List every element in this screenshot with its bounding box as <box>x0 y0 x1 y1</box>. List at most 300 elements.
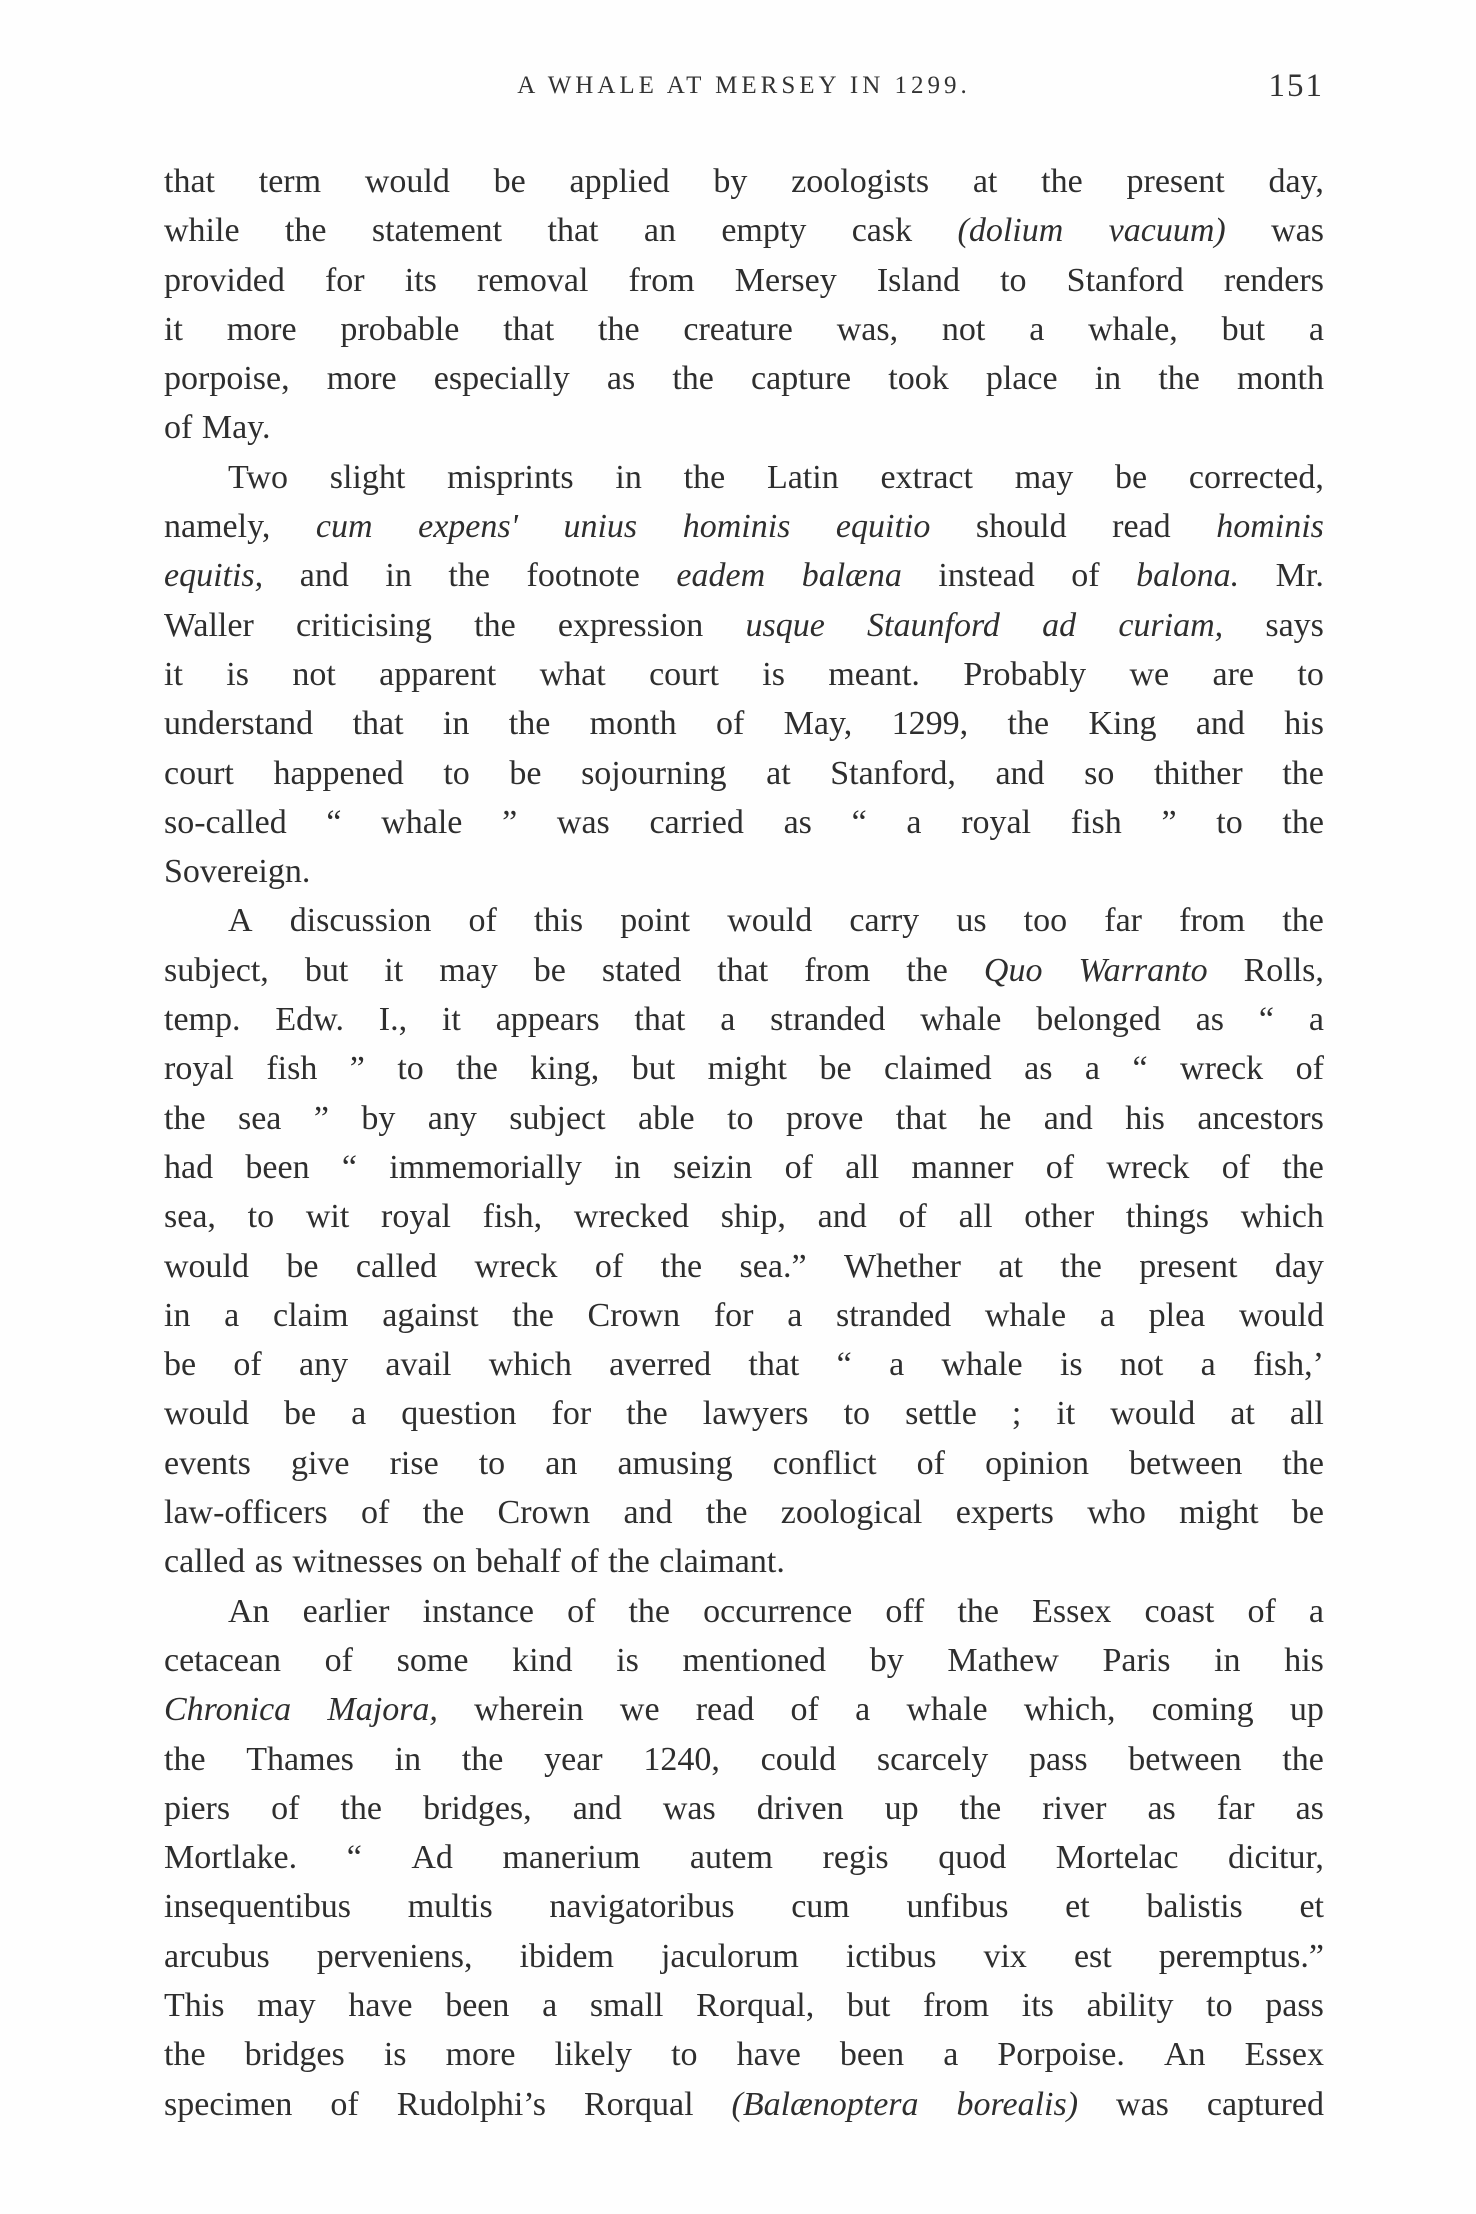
word: that <box>895 1099 947 1137</box>
word: from <box>1179 902 1246 940</box>
word: and <box>995 754 1045 792</box>
text-line <box>164 206 1324 255</box>
word: small <box>589 1986 664 2024</box>
word: fish,’ <box>1253 1346 1324 1384</box>
word: so-called <box>164 803 287 841</box>
word: unfibus <box>906 1888 1009 1926</box>
word: manner <box>911 1148 1014 1186</box>
word: quod <box>938 1839 1007 1877</box>
word: to <box>397 1050 424 1088</box>
word: any <box>299 1346 349 1384</box>
word: navigatoribus <box>549 1888 735 1926</box>
word: expression <box>557 606 704 644</box>
word: able <box>638 1099 695 1137</box>
text-line <box>164 1242 1324 1291</box>
word: fish <box>266 1050 318 1088</box>
word: says <box>1265 606 1324 644</box>
word: would <box>364 163 450 200</box>
word: of <box>916 1444 945 1482</box>
text-line <box>164 995 1324 1044</box>
word: amusing <box>617 1444 733 1482</box>
word: while <box>164 212 240 250</box>
word: empty <box>721 212 807 250</box>
word: et <box>1065 1888 1090 1926</box>
word: This <box>164 1986 225 2024</box>
word: A <box>228 902 253 940</box>
word: up <box>1289 1691 1324 1729</box>
word: the <box>906 951 948 989</box>
word: An <box>228 1592 270 1630</box>
word: we <box>1129 655 1170 693</box>
word: et <box>1299 1888 1324 1926</box>
word: a <box>1308 1001 1324 1039</box>
text-line <box>164 453 1324 502</box>
text-line <box>164 2080 1324 2129</box>
word: of <box>233 1346 262 1384</box>
text-line <box>164 2030 1324 2079</box>
text-line <box>164 1291 1324 1340</box>
word: removal <box>477 261 589 299</box>
word: footnote <box>526 557 640 595</box>
word: what <box>539 655 606 693</box>
word: peremptus.” <box>1158 1937 1324 1975</box>
word: captured <box>1206 2085 1324 2123</box>
word: Edw. <box>275 1001 344 1039</box>
word: might <box>1179 1494 1259 1532</box>
word: off <box>885 1592 925 1630</box>
word: settle <box>905 1395 977 1433</box>
word: bridges <box>244 2036 345 2074</box>
word: Whether <box>843 1247 961 1285</box>
word: not <box>941 310 986 348</box>
word: other <box>1024 1198 1095 1236</box>
word: earlier <box>302 1592 390 1630</box>
word: whale <box>920 1001 1002 1039</box>
word: of <box>1247 1592 1276 1630</box>
word: from <box>628 261 695 299</box>
text-line <box>164 798 1324 847</box>
word: witnesses <box>292 1543 423 1581</box>
word: but <box>304 951 349 989</box>
word: the <box>284 212 327 250</box>
word: lawyers <box>702 1395 809 1433</box>
italic-word: Majora, <box>327 1691 438 1729</box>
italic-word: Chronica <box>164 1691 292 1729</box>
word: of <box>1045 1148 1075 1186</box>
word: to <box>1297 655 1324 693</box>
word: wrecked <box>573 1198 690 1236</box>
text-line <box>164 1340 1324 1389</box>
word: the <box>422 1494 465 1532</box>
word: ” <box>349 1050 365 1088</box>
word: appears <box>495 1001 600 1039</box>
word: that <box>547 212 599 250</box>
word: of <box>570 1543 599 1581</box>
italic-word: equitio <box>835 508 931 546</box>
word: the <box>683 458 726 496</box>
italic-word: hominis <box>1216 508 1324 546</box>
word: of <box>164 409 193 447</box>
text-line <box>164 1636 1324 1685</box>
word: us <box>956 902 987 940</box>
word: present <box>1126 163 1225 200</box>
italic-word: (Balænoptera <box>731 2085 919 2123</box>
italic-word: eadem <box>676 557 766 595</box>
word: capture <box>751 360 852 398</box>
italic-word: vacuum) <box>1108 212 1226 250</box>
word: to <box>1206 1986 1233 2024</box>
word: balistis <box>1146 1888 1243 1926</box>
word: a <box>787 1296 803 1334</box>
text-line <box>164 551 1324 600</box>
italic-word: balona. <box>1136 557 1240 595</box>
word: the <box>508 705 551 743</box>
word: ” <box>1161 803 1177 841</box>
page-number: 151 <box>1268 68 1324 104</box>
word: we <box>619 1691 660 1729</box>
word: the <box>608 1543 650 1581</box>
word: Essex <box>1032 1592 1112 1630</box>
word: question <box>401 1395 517 1433</box>
word: Rorqual, <box>696 1986 815 2024</box>
word: discussion <box>289 902 432 940</box>
word: was <box>1116 2085 1169 2123</box>
italic-word: hominis <box>682 508 791 546</box>
word: to <box>478 1444 506 1482</box>
word: by <box>361 1099 396 1137</box>
word: be <box>533 951 566 989</box>
word: the <box>628 1592 671 1630</box>
text-line <box>164 1981 1324 2030</box>
word: and <box>299 557 349 595</box>
word: on <box>432 1543 467 1581</box>
word: “ <box>346 1839 362 1877</box>
word: was <box>662 1789 716 1827</box>
body-text <box>164 157 1324 2129</box>
word: creature <box>683 310 793 348</box>
word: the <box>340 1789 383 1827</box>
word: be <box>509 754 542 792</box>
word: the <box>512 1296 554 1334</box>
word: of <box>715 705 745 743</box>
italic-word: unius <box>563 508 638 546</box>
word: coming <box>1151 1691 1254 1729</box>
word: Rorqual <box>583 2085 694 2123</box>
word: of <box>1071 557 1100 595</box>
word: present <box>1139 1247 1238 1285</box>
word: Island <box>876 261 960 299</box>
word: subject <box>509 1099 606 1137</box>
word: as <box>1147 1789 1176 1827</box>
word: of <box>271 1789 300 1827</box>
word: Crown <box>587 1296 681 1334</box>
word: took <box>888 360 949 398</box>
italic-word: usque <box>745 606 825 644</box>
text-line <box>164 305 1324 354</box>
word: of <box>784 1148 813 1186</box>
word: instance <box>422 1592 534 1630</box>
word: An <box>1163 2036 1206 2074</box>
word: but <box>631 1050 676 1088</box>
word: in <box>614 1148 641 1186</box>
word: to <box>1000 261 1027 299</box>
word: seizin <box>672 1148 753 1186</box>
word: the <box>1282 1148 1324 1186</box>
word: Mr. <box>1275 557 1324 595</box>
word: pass <box>1265 1986 1324 2024</box>
word: are <box>1212 655 1255 693</box>
word: should <box>975 508 1067 546</box>
word: carried <box>649 803 744 841</box>
italic-word: borealis) <box>956 2085 1079 2123</box>
word: a <box>1200 1346 1216 1384</box>
word: and <box>623 1494 673 1532</box>
word: would <box>164 1247 249 1285</box>
word: whale <box>984 1296 1067 1334</box>
word: multis <box>407 1888 493 1926</box>
word: month <box>1237 360 1324 398</box>
word: place <box>985 360 1058 398</box>
word: would <box>1110 1395 1196 1433</box>
word: Ad <box>411 1839 453 1877</box>
word: to <box>671 2036 698 2074</box>
word: may <box>257 1986 316 2024</box>
word: his <box>1284 705 1324 743</box>
word: whale, <box>1088 310 1178 348</box>
word: prove <box>785 1099 864 1137</box>
word: point <box>620 902 691 940</box>
word: Waller <box>164 606 254 644</box>
word: zoological <box>780 1494 923 1532</box>
word: sea <box>237 1099 282 1137</box>
word: bridges, <box>423 1789 532 1827</box>
word: occurrence <box>703 1592 853 1630</box>
word: slight <box>329 458 406 496</box>
word: probable <box>340 310 460 348</box>
word: month <box>589 705 677 743</box>
word: at <box>972 163 998 200</box>
word: Stanford <box>1066 261 1184 299</box>
word: the <box>1282 1444 1324 1482</box>
word: whale <box>906 1691 988 1729</box>
word: a <box>720 1001 736 1039</box>
word: its <box>1021 1986 1054 2024</box>
word: of <box>1295 1050 1324 1088</box>
word: vix <box>983 1937 1027 1975</box>
word: driven <box>756 1789 844 1827</box>
word: for <box>324 261 365 299</box>
word: stated <box>601 951 682 989</box>
word: of <box>567 1592 596 1630</box>
word: 1240, <box>643 1740 720 1778</box>
word: but <box>1221 310 1266 348</box>
word: cask <box>851 212 913 250</box>
word: that <box>717 951 769 989</box>
word: royal <box>961 803 1032 841</box>
word: read <box>1112 508 1171 546</box>
word: been <box>839 2036 905 2074</box>
word: thither <box>1153 754 1243 792</box>
word: the <box>461 1740 504 1778</box>
word: a <box>1308 310 1324 348</box>
word: happened <box>273 754 404 792</box>
word: claimed <box>884 1050 992 1088</box>
word: ancestors <box>1197 1099 1324 1137</box>
word: regis <box>822 1839 889 1877</box>
word: conflict <box>772 1444 877 1482</box>
text-line <box>164 749 1324 798</box>
word: “ <box>1132 1050 1148 1088</box>
word: the <box>164 2036 206 2074</box>
word: Probably <box>963 655 1087 693</box>
word: a <box>1099 1296 1115 1334</box>
word: ” <box>313 1099 329 1137</box>
word: whale <box>381 803 463 841</box>
word: wreck <box>1106 1148 1190 1186</box>
text-line <box>164 502 1324 551</box>
word: dicitur, <box>1228 1839 1324 1877</box>
word: Mersey <box>734 261 837 299</box>
text-line <box>164 1192 1324 1241</box>
word: had <box>164 1148 214 1186</box>
word: at <box>1230 1395 1255 1433</box>
text-line <box>164 1833 1324 1882</box>
word: Porpoise. <box>997 2036 1125 2074</box>
word: Thames <box>246 1740 354 1778</box>
word: royal <box>381 1198 451 1236</box>
word: Crown <box>497 1494 591 1532</box>
word: that <box>634 1001 686 1039</box>
word: which, <box>1023 1691 1116 1729</box>
word: wreck <box>1180 1050 1264 1088</box>
word: 1299, <box>891 705 969 743</box>
word: I., <box>378 1001 408 1039</box>
word: between <box>1128 1740 1242 1778</box>
word: that <box>748 1346 800 1384</box>
word: have <box>348 1986 413 2024</box>
word: by <box>713 163 748 200</box>
text-line <box>164 1439 1324 1488</box>
italic-word: cum <box>315 508 373 546</box>
word: his <box>1284 1641 1324 1679</box>
word: of <box>324 1641 353 1679</box>
word: in <box>615 458 642 496</box>
word: Sovereign. <box>164 853 311 891</box>
word: Stanford, <box>830 754 956 792</box>
word: jaculorum <box>660 1937 799 1975</box>
word: the <box>1060 1247 1102 1285</box>
word: in <box>385 557 412 595</box>
word: as <box>1295 1789 1324 1827</box>
word: Latin <box>766 458 839 496</box>
word: especially <box>433 360 570 398</box>
word: would <box>164 1395 249 1433</box>
italic-word: Staunford <box>867 606 1000 644</box>
word: scarcely <box>876 1740 989 1778</box>
word: “ <box>341 1148 357 1186</box>
word: have <box>736 2036 801 2074</box>
word: a <box>1029 310 1045 348</box>
word: est <box>1073 1937 1112 1975</box>
word: stranded <box>770 1001 886 1039</box>
word: instead <box>938 557 1035 595</box>
word: rise <box>389 1444 439 1482</box>
word: a <box>224 1296 240 1334</box>
text-line <box>164 403 1324 452</box>
word: court <box>649 655 719 693</box>
word: fish, <box>482 1198 543 1236</box>
word: stranded <box>836 1296 952 1334</box>
word: was, <box>836 310 899 348</box>
italic-word: Quo <box>983 951 1043 989</box>
word: that <box>164 163 215 200</box>
text-line <box>164 354 1324 403</box>
word: is <box>762 655 785 693</box>
text-line <box>164 946 1324 995</box>
word: Mortlake. <box>164 1839 298 1877</box>
word: and <box>817 1198 867 1236</box>
text-line <box>164 1685 1324 1734</box>
word: a <box>1308 1592 1324 1630</box>
word: provided <box>164 261 285 299</box>
word: it <box>164 310 183 348</box>
word: in <box>1214 1641 1241 1679</box>
word: the <box>1282 902 1324 940</box>
word: cum <box>791 1888 850 1926</box>
word: averred <box>609 1346 712 1384</box>
word: corrected, <box>1188 458 1324 496</box>
word: law-officers <box>164 1494 328 1532</box>
word: but <box>846 1986 891 2024</box>
word: events <box>164 1444 251 1482</box>
word: cetacean <box>164 1641 281 1679</box>
word: the <box>957 1592 999 1630</box>
word: ; <box>1011 1395 1022 1433</box>
word: a <box>855 1691 871 1729</box>
word: a <box>542 1986 558 2024</box>
word: at <box>766 754 791 792</box>
word: the <box>1282 754 1324 792</box>
word: for <box>713 1296 754 1334</box>
word: Mortelac <box>1055 1839 1179 1877</box>
word: ictibus <box>845 1937 937 1975</box>
word: term <box>258 163 322 200</box>
word: ibidem <box>519 1937 614 1975</box>
word: autem <box>689 1839 773 1877</box>
text-line <box>164 1094 1324 1143</box>
word: the <box>1007 705 1050 743</box>
text-line <box>164 650 1324 699</box>
word: be <box>1115 458 1148 496</box>
word: and <box>1043 1099 1093 1137</box>
word: ability <box>1086 1986 1174 2024</box>
word: give <box>290 1444 350 1482</box>
word: in <box>164 1296 191 1334</box>
word: and <box>572 1789 622 1827</box>
word: the <box>1041 163 1083 200</box>
word: plea <box>1148 1296 1206 1334</box>
word: wit <box>305 1198 350 1236</box>
word: so <box>1084 754 1115 792</box>
word: perveniens, <box>316 1937 473 1975</box>
word: by <box>869 1641 904 1679</box>
word: called <box>164 1543 246 1581</box>
word: called <box>355 1247 438 1285</box>
word: fish <box>1070 803 1122 841</box>
word: more <box>326 360 397 398</box>
word: as <box>1024 1050 1053 1088</box>
word: Essex <box>1244 2036 1324 2074</box>
